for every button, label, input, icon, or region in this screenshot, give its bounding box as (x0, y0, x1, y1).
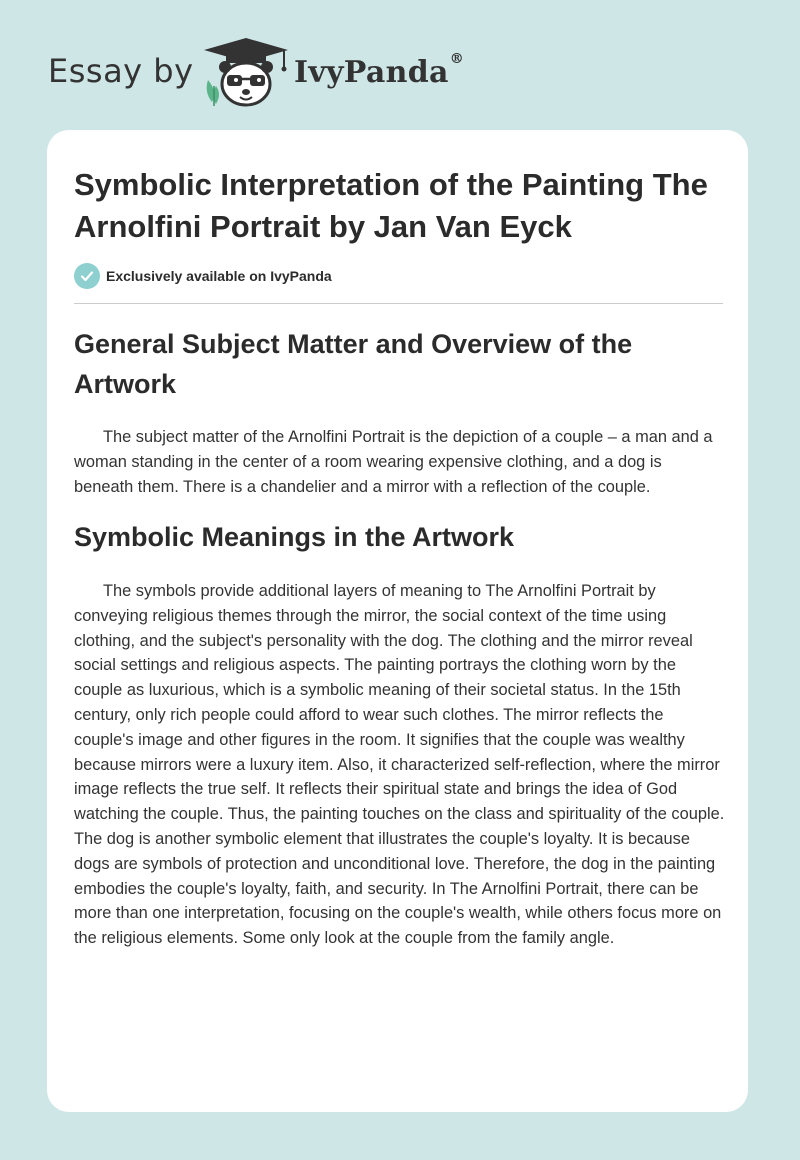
exclusive-badge (74, 262, 332, 290)
section-paragraph-overview: The subject matter of the Arnolfini Portrait is the depiction of a couple – a man and a woman standing in the center of a room wearing expensive clothing, and a dog is beneath them. There is a chandelier and a mirror with a reflection of the couple. (74, 428, 713, 496)
check-circle-icon (74, 263, 100, 289)
section-heading-symbolic-meanings: Symbolic Meanings in the Artwork (74, 522, 515, 552)
essay-by-label: Essay by (48, 52, 194, 90)
essay-card (47, 130, 748, 1112)
page-title: Symbolic Interpretation of the Painting The Arnolfini Portrait by Jan Van Eyck (74, 167, 708, 244)
panda-graduate-logo-icon[interactable] (200, 36, 292, 108)
exclusive-badge-label: Exclusively available on IvyPanda (106, 268, 332, 284)
divider (74, 303, 723, 304)
site-header (0, 0, 800, 130)
section-paragraph-symbolic-meanings: The symbols provide additional layers of meaning to The Arnolfini Portrait by conveying religious themes through the mirror, the social context of the time using clothing, and the subject's personality with the dog. The clothing and the mirror reveal social settings and religious aspects. The painting portrays the clothing worn by the couple as luxurious, which is a symbolic meaning of their societal status. In the 15th century, only rich people could afford to wear such clothes. The mirror reflects the couple's image and other figures in the room. It signifies that the couple was wealthy because mirrors were a luxury item. Also, it characterized self-reflection, where the mirror image reflects the true self. It reflects their spiritual state and brings the idea of God watching the couple. Thus, the painting touches on the class and spirituality of the couple. The dog is another symbolic element that illustrates the couple's loyalty. It is because dogs are symbols of protection and unconditional love. Therefore, the dog in the painting embodies the couple's loyalty, faith, and security. In The Arnolfini Portrait, there can be more than one interpretation, focusing on the couple's wealth, while others focus more on the religious elements. Some only look at the couple from the family angle. (74, 582, 725, 948)
brand-name[interactable]: IvyPanda® (294, 51, 465, 90)
section-heading-overview: General Subject Matter and Overview of the Artwork (74, 329, 633, 399)
registered-mark: ® (449, 51, 465, 67)
